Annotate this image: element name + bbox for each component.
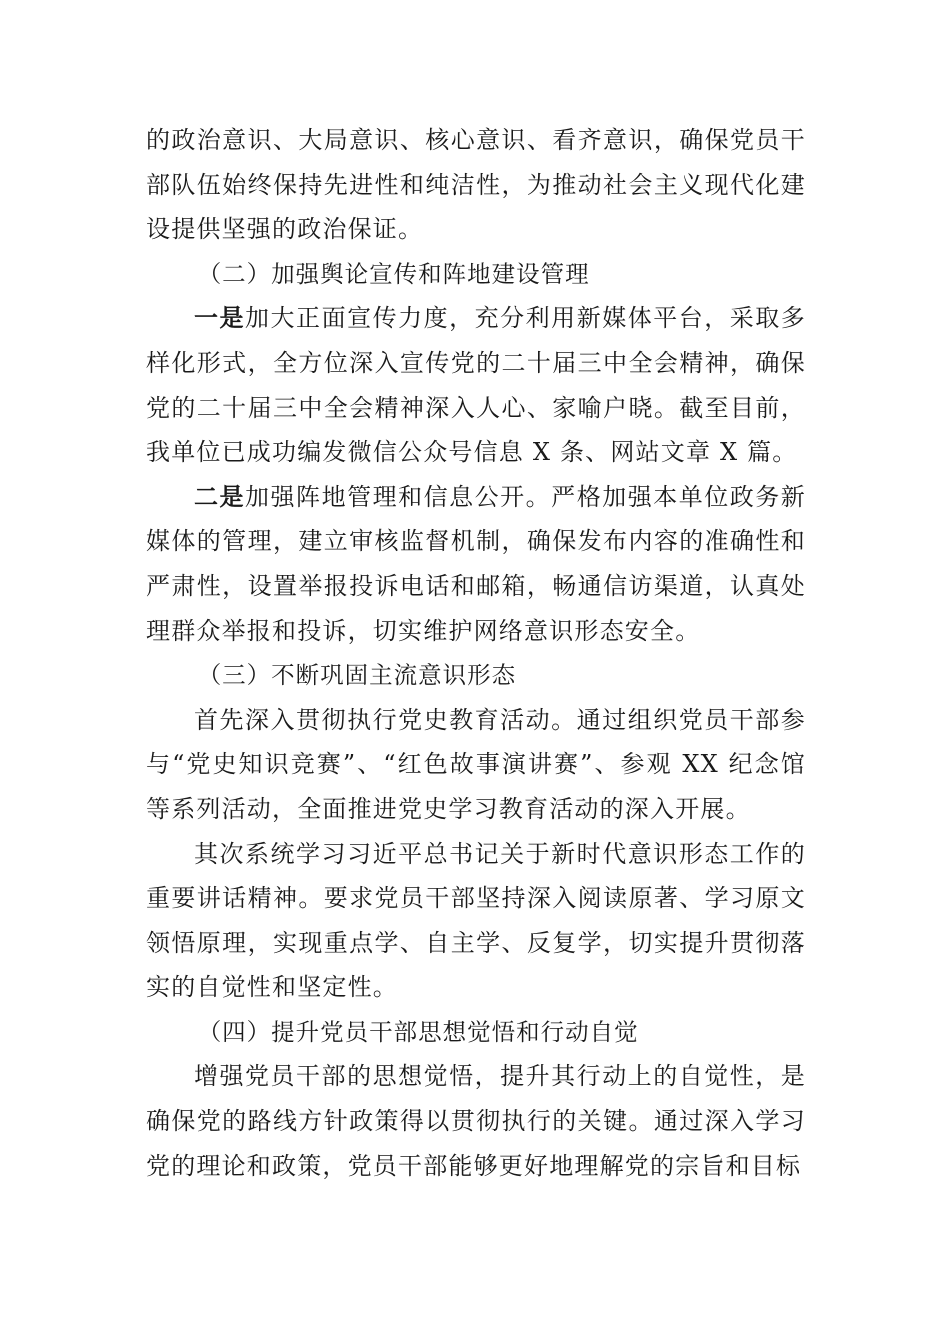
point-lead-second: 二是 xyxy=(194,482,246,511)
section-heading-3: （三）不断巩固主流意识形态 xyxy=(197,661,517,690)
point-lead-first: 一是 xyxy=(194,304,246,333)
paragraph-awareness: 增强党员干部的思想觉悟，提升其行动上的自觉性，是确保党的路线方针政策得以贯彻执行的关键。通过深入学习党的理论和政策，党员干部能够更好地理解党的宗旨和目标 xyxy=(146,1062,806,1180)
paragraph-study-speeches: 其次系统学习习近平总书记关于新时代意识形态工作的重要讲话精神。要求党员干部坚持深入阅读原著、学习原文领悟原理，实现重点学、自主学、反复学，切实提升贯彻落实的自觉性和坚定性。 xyxy=(146,839,806,1002)
paragraph-party-history: 首先深入贯彻执行党史教育活动。通过组织党员干部参与“党史知识竞赛”、“红色故事演讲赛”、参观 XX 纪念馆等系列活动，全面推进党史学习教育活动的深入开展。 xyxy=(146,705,806,823)
section-heading-4: （四）提升党员干部思想觉悟和行动自觉 xyxy=(197,1017,639,1046)
paragraph-first-point xyxy=(146,296,806,474)
paragraph-continued: 的政治意识、大局意识、核心意识、看齐意识，确保党员干部队伍始终保持先进性和纯洁性，为推动社会主义现代化建设提供坚强的政治保证。 xyxy=(146,126,806,244)
point-body-second: 加强阵地管理和信息公开。严格加强本单位政务新媒体的管理，建立审核监督机制，确保发布内容的准确性和严肃性，设置举报投诉电话和邮箱，畅通信访渠道，认真处理群众举报和投诉，切实维护网络意识形态安全。 xyxy=(146,482,806,645)
paragraph-second-point xyxy=(146,475,806,653)
section-heading-2: （二）加强舆论宣传和阵地建设管理 xyxy=(197,259,590,288)
point-body-first: 加大正面宣传力度，充分利用新媒体平台，采取多样化形式，全方位深入宣传党的二十届三中全会精神，确保党的二十届三中全会精神深入人心、家喻户晓。截至目前，我单位已成功编发微信公众号信息 X 条、网站文章 X 篇。 xyxy=(146,304,806,467)
document-body xyxy=(146,118,806,1188)
